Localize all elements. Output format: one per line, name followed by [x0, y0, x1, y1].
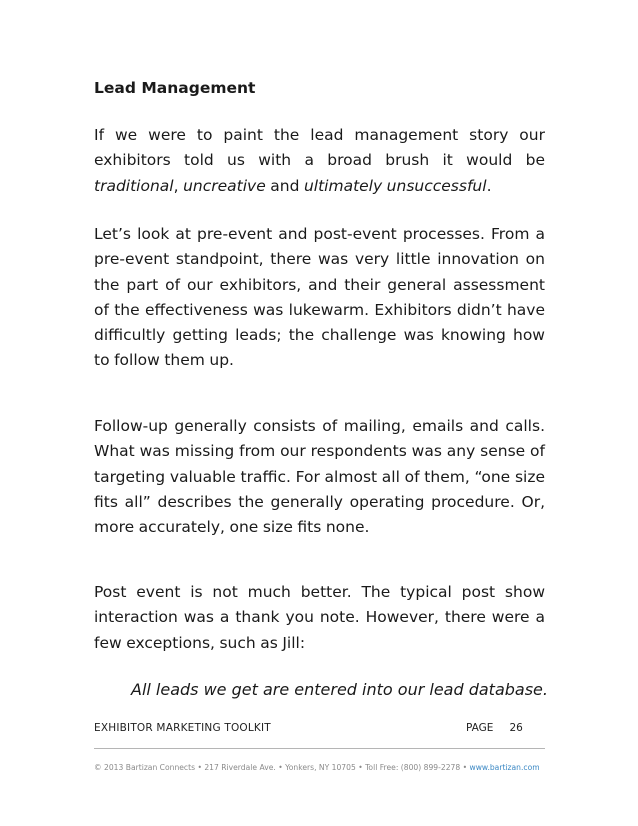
section-heading: Lead Management — [94, 79, 256, 97]
quote-jill: All leads we get are entered into our lead database. — [131, 680, 548, 699]
paragraph-follow-up: Follow-up generally consists of mailing, emails and calls. What was missing from our respondents was any sense of targeting valuable traffic. For almost all of them, “one size fits all” describes the generally operating procedure. Or, more accurately, one size fits none. — [94, 417, 545, 537]
website-link[interactable]: www.bartizan.com — [469, 763, 540, 772]
page-label: PAGE — [466, 722, 494, 734]
paragraph-post-event: Post event is not much better. The typical post show interaction was a thank you note. However, there were a few exceptions, such as Jill: — [94, 583, 545, 652]
separator: , — [173, 176, 184, 195]
paragraph-pre-event: Let’s look at pre-event and post-event processes. From a pre-event standpoint, there was very little innovation on the part of our exhibitors, and their general assessment of the effectiveness was lukewarm. Exhibitors didn’t have difficultly getting leads; the challenge was knowing how to follow them up. — [94, 225, 545, 370]
period: . — [486, 176, 492, 195]
footer-divider — [94, 748, 545, 749]
copyright-text: © 2013 Bartizan Connects • 217 Riverdale Ave. • Yonkers, NY 10705 • Toll Free: (800) 899-2278 • — [94, 763, 470, 772]
separator: and — [265, 176, 304, 195]
paragraph-intro — [94, 123, 545, 199]
emphasis-uncreative: uncreative — [183, 176, 266, 195]
paragraph-intro-text: If we were to paint the lead management story our exhibitors told us with a broad brush it would be — [94, 126, 545, 170]
footer-title: EXHIBITOR MARKETING TOOLKIT — [94, 722, 271, 734]
page-number: 26 — [509, 722, 523, 734]
emphasis-traditional: traditional — [94, 176, 174, 195]
footer-page-indicator — [466, 722, 523, 734]
footer-copyright — [94, 763, 540, 772]
emphasis-ultimately-unsuccessful: ultimately unsuccessful — [303, 176, 487, 195]
